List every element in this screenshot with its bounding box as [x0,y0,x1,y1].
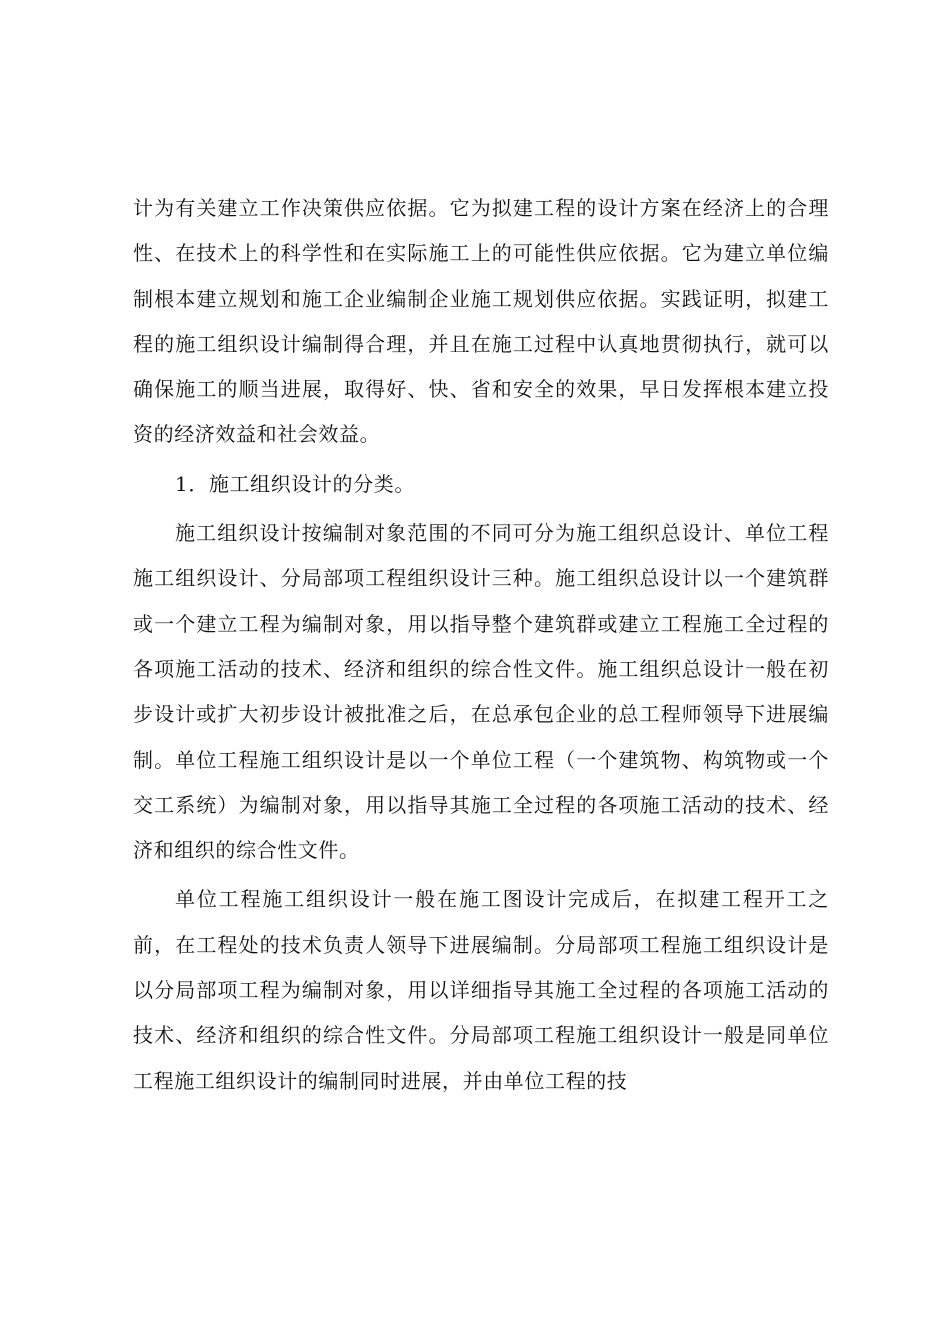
section-heading-classification: 1．施工组织设计的分类。 [175,471,415,496]
paragraph-classification: 施工组织设计按编制对象范围的不同可分为施工组织总设计、单位工程施工组织设计、分局部项工程组织设计三种。施工组织总设计以一个建筑群或一个建立工程为编制对象，用以指导整个建筑群或建立工程施工全过程的各项施工活动的技术、经济和组织的综合性文件。施工组织总设计一般在初步设计或扩大初步设计被批准之后，在总承包企业的总工程师领导下进展编制。单位工程施工组织设计是以一个单位工程（一个建筑物、构筑物或一个交工系统）为编制对象，用以指导其施工全过程的各项施工活动的技术、经济和组织的综合性文件。 [133,521,829,863]
paragraph-continuation: 计为有关建立工作决策供应依据。它为拟建工程的设计方案在经济上的合理性、在技术上的科学性和在实际施工上的可能性供应依据。它为建立单位编制根本建立规划和施工企业编制企业施工规划供应依据。实践证明，拟建工程的施工组织设计编制得合理，并且在施工过程中认真地贯彻执行，就可以确保施工的顺当进展，取得好、快、省和安全的效果，早日发挥根本建立投资的经济效益和社会效益。 [133,196,829,447]
document-body [133,186,829,1104]
paragraph-unit-project: 单位工程施工组织设计一般在施工图设计完成后，在拟建工程开工之前，在工程处的技术负责人领导下进展编制。分局部项工程施工组织设计是以分局部项工程为编制对象，用以详细指导其施工全过程的各项施工活动的技术、经济和组织的综合性文件。分局部项工程施工组织设计一般是同单位工程施工组织设计的编制同时进展，并由单位工程的技 [133,887,829,1093]
